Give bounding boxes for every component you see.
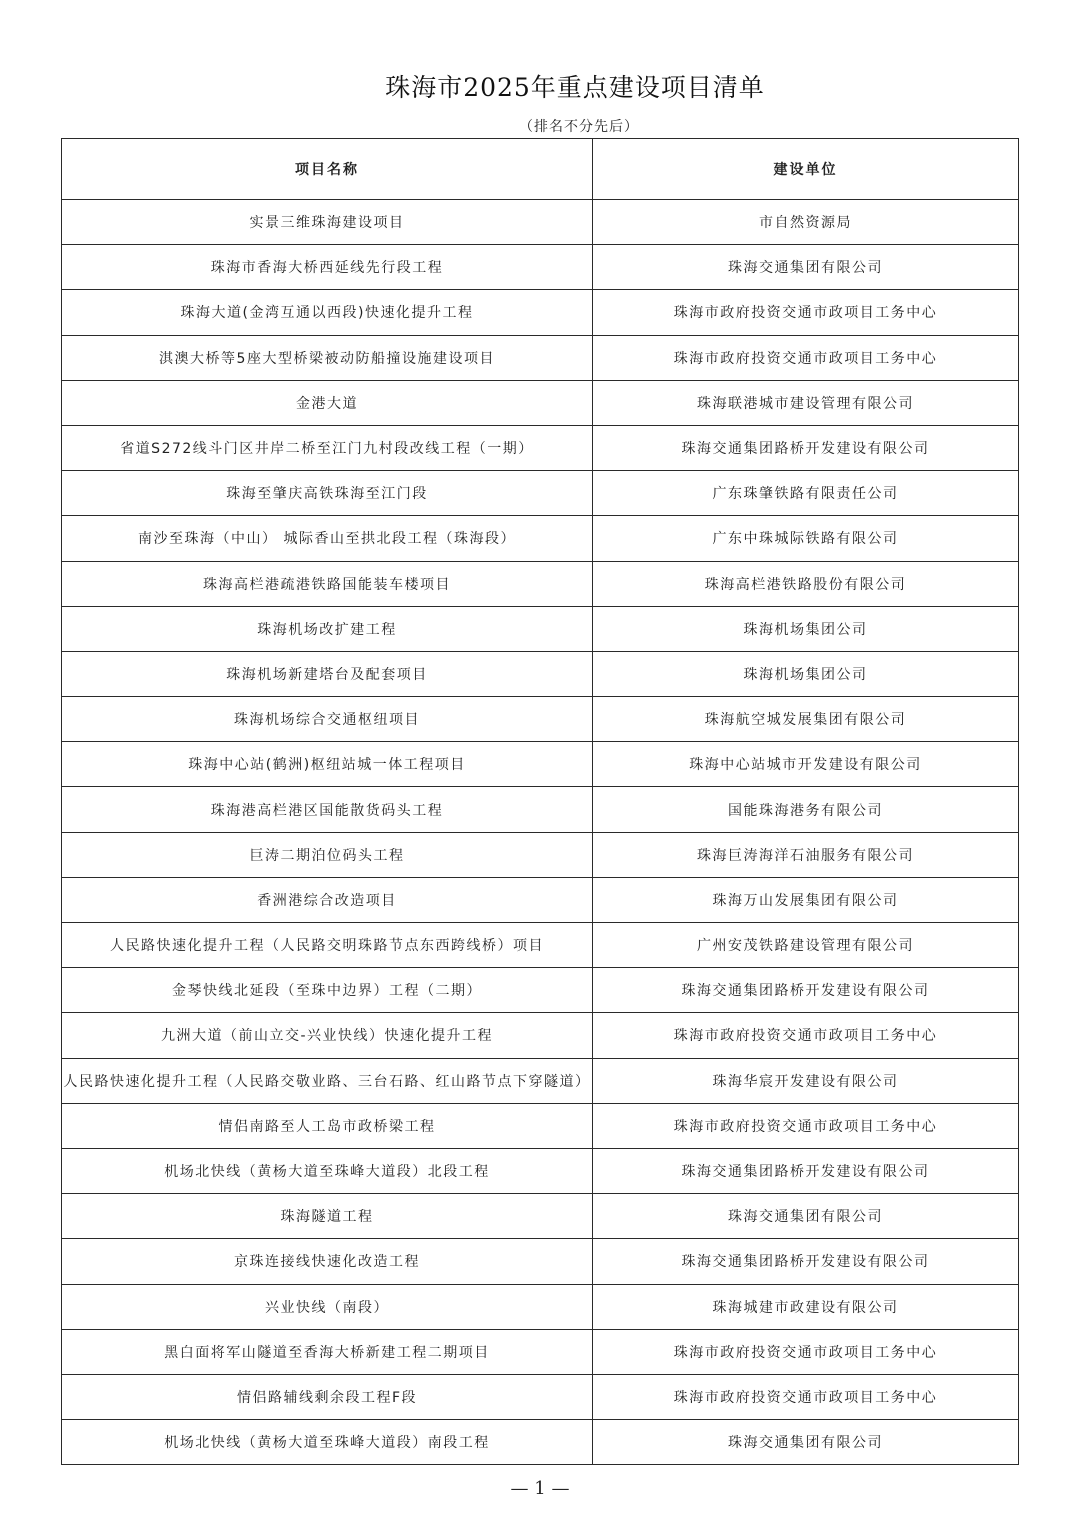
cell-construction-unit: 珠海市政府投资交通市政项目工务中心: [593, 1013, 1019, 1058]
cell-project-name: 情侣路辅线剩余段工程F段: [62, 1374, 593, 1419]
cell-project-name: 巨涛二期泊位码头工程: [62, 832, 593, 877]
table-row: [62, 335, 1019, 380]
cell-construction-unit: 珠海市政府投资交通市政项目工务中心: [593, 1374, 1019, 1419]
cell-construction-unit: 广东中珠城际铁路有限公司: [593, 516, 1019, 561]
table-row: [62, 606, 1019, 651]
cell-project-name: 香洲港综合改造项目: [62, 877, 593, 922]
table-row: [62, 1239, 1019, 1284]
cell-project-name: 珠海大道(金湾互通以西段)快速化提升工程: [62, 290, 593, 335]
cell-project-name: 省道S272线斗门区井岸二桥至江门九村段改线工程（一期）: [62, 425, 593, 470]
table-row: [62, 1374, 1019, 1419]
table-row: [62, 1058, 1019, 1103]
cell-construction-unit: 广东珠肇铁路有限责任公司: [593, 471, 1019, 516]
cell-construction-unit: 广州安茂铁路建设管理有限公司: [593, 923, 1019, 968]
cell-project-name: 南沙至珠海（中山） 城际香山至拱北段工程（珠海段）: [62, 516, 593, 561]
table-row: [62, 787, 1019, 832]
table-row: [62, 877, 1019, 922]
cell-construction-unit: 珠海机场集团公司: [593, 606, 1019, 651]
table-row: [62, 471, 1019, 516]
cell-project-name: 人民路快速化提升工程（人民路交明珠路节点东西跨线桥）项目: [62, 923, 593, 968]
cell-project-name: 人民路快速化提升工程（人民路交敬业路、三台石路、红山路节点下穿隧道）: [62, 1058, 593, 1103]
cell-construction-unit: 珠海巨涛海洋石油服务有限公司: [593, 832, 1019, 877]
cell-construction-unit: 珠海交通集团有限公司: [593, 1420, 1019, 1465]
header-construction-unit: 建设单位: [593, 139, 1019, 200]
document-title: 珠海市2025年重点建设项目清单: [385, 73, 765, 102]
cell-construction-unit: 珠海中心站城市开发建设有限公司: [593, 742, 1019, 787]
table-row: [62, 651, 1019, 696]
table-row: [62, 516, 1019, 561]
table-row: [62, 1329, 1019, 1374]
cell-project-name: 珠海中心站(鹤洲)枢纽站城一体工程项目: [62, 742, 593, 787]
table-row: [62, 1194, 1019, 1239]
table-row: [62, 1284, 1019, 1329]
cell-construction-unit: 珠海机场集团公司: [593, 651, 1019, 696]
cell-construction-unit: 珠海交通集团路桥开发建设有限公司: [593, 1148, 1019, 1193]
cell-construction-unit: 珠海交通集团路桥开发建设有限公司: [593, 1239, 1019, 1284]
table-body: [62, 200, 1019, 1465]
table-row: [62, 245, 1019, 290]
cell-project-name: 黑白面将军山隧道至香海大桥新建工程二期项目: [62, 1329, 593, 1374]
cell-construction-unit: 珠海市政府投资交通市政项目工务中心: [593, 335, 1019, 380]
page-number: — 1 —: [510, 1478, 570, 1499]
cell-construction-unit: 珠海联港城市建设管理有限公司: [593, 380, 1019, 425]
cell-project-name: 珠海至肇庆高铁珠海至江门段: [62, 471, 593, 516]
cell-construction-unit: 珠海交通集团路桥开发建设有限公司: [593, 425, 1019, 470]
document-subtitle: （排名不分先后）: [519, 119, 639, 135]
cell-construction-unit: 珠海交通集团有限公司: [593, 1194, 1019, 1239]
cell-construction-unit: 珠海华宸开发建设有限公司: [593, 1058, 1019, 1103]
table-row: [62, 380, 1019, 425]
table-row: [62, 968, 1019, 1013]
table-row: [62, 832, 1019, 877]
cell-project-name: 珠海隧道工程: [62, 1194, 593, 1239]
header-project-name: 项目名称: [62, 139, 593, 200]
cell-project-name: 珠海高栏港疏港铁路国能装车楼项目: [62, 561, 593, 606]
cell-project-name: 珠海市香海大桥西延线先行段工程: [62, 245, 593, 290]
cell-construction-unit: 珠海交通集团有限公司: [593, 245, 1019, 290]
table-row: [62, 1148, 1019, 1193]
cell-project-name: 珠海港高栏港区国能散货码头工程: [62, 787, 593, 832]
cell-construction-unit: 珠海市政府投资交通市政项目工务中心: [593, 1103, 1019, 1148]
cell-project-name: 机场北快线（黄杨大道至珠峰大道段）南段工程: [62, 1420, 593, 1465]
table-header-row: [62, 139, 1019, 200]
table-row: [62, 1420, 1019, 1465]
cell-construction-unit: 国能珠海港务有限公司: [593, 787, 1019, 832]
cell-project-name: 珠海机场综合交通枢纽项目: [62, 697, 593, 742]
cell-project-name: 珠海机场改扩建工程: [62, 606, 593, 651]
cell-project-name: 金琴快线北延段（至珠中边界）工程（二期）: [62, 968, 593, 1013]
cell-construction-unit: 珠海航空城发展集团有限公司: [593, 697, 1019, 742]
cell-construction-unit: 珠海城建市政建设有限公司: [593, 1284, 1019, 1329]
table-row: [62, 1013, 1019, 1058]
table-row: [62, 425, 1019, 470]
cell-construction-unit: 珠海市政府投资交通市政项目工务中心: [593, 1329, 1019, 1374]
table-row: [62, 697, 1019, 742]
table-row: [62, 742, 1019, 787]
cell-project-name: 实景三维珠海建设项目: [62, 200, 593, 245]
cell-project-name: 情侣南路至人工岛市政桥梁工程: [62, 1103, 593, 1148]
cell-construction-unit: 珠海高栏港铁路股份有限公司: [593, 561, 1019, 606]
table-row: [62, 923, 1019, 968]
cell-construction-unit: 珠海交通集团路桥开发建设有限公司: [593, 968, 1019, 1013]
cell-project-name: 京珠连接线快速化改造工程: [62, 1239, 593, 1284]
cell-project-name: 机场北快线（黄杨大道至珠峰大道段）北段工程: [62, 1148, 593, 1193]
cell-project-name: 九洲大道（前山立交-兴业快线）快速化提升工程: [62, 1013, 593, 1058]
table-row: [62, 290, 1019, 335]
cell-construction-unit: 珠海市政府投资交通市政项目工务中心: [593, 290, 1019, 335]
cell-construction-unit: 珠海万山发展集团有限公司: [593, 877, 1019, 922]
project-table: [61, 138, 1019, 1465]
cell-construction-unit: 市自然资源局: [593, 200, 1019, 245]
table-row: [62, 200, 1019, 245]
table-row: [62, 561, 1019, 606]
cell-project-name: 珠海机场新建塔台及配套项目: [62, 651, 593, 696]
cell-project-name: 金港大道: [62, 380, 593, 425]
table-row: [62, 1103, 1019, 1148]
cell-project-name: 淇澳大桥等5座大型桥梁被动防船撞设施建设项目: [62, 335, 593, 380]
cell-project-name: 兴业快线（南段）: [62, 1284, 593, 1329]
